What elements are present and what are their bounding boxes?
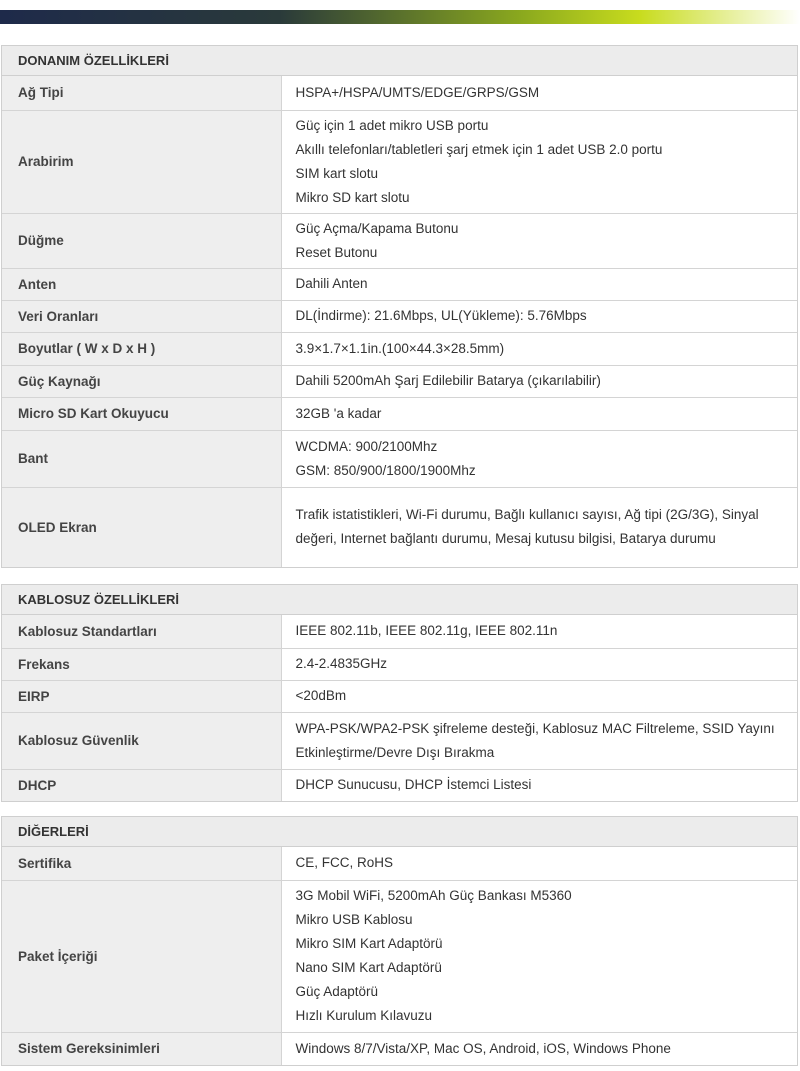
row-label: Kablosuz Standartları (2, 615, 281, 648)
table-row (2, 648, 797, 680)
row-value: 3.9×1.7×1.1in.(100×44.3×28.5mm) (281, 332, 797, 365)
row-label: Boyutlar ( W x D x H ) (2, 332, 281, 365)
table-row (2, 615, 797, 648)
row-label: Sistem Gereksinimleri (2, 1032, 281, 1065)
row-value: DHCP Sunucusu, DHCP İstemci Listesi (281, 769, 797, 801)
hardware-specs-section (1, 45, 798, 568)
wireless-specs-section (1, 584, 798, 802)
row-label: Frekans (2, 648, 281, 680)
table-row (2, 365, 797, 397)
row-value: Güç Açma/Kapama Butonu Reset Butonu (281, 213, 797, 268)
table-row (2, 110, 797, 213)
row-value: Dahili 5200mAh Şarj Edilebilir Batarya (çıkarılabilir) (281, 365, 797, 397)
table-row (2, 397, 797, 430)
top-gradient-bar (0, 10, 800, 24)
hardware-specs-table (2, 76, 797, 567)
row-value: 3G Mobil WiFi, 5200mAh Güç Bankası M5360 Mikro USB Kablosu Mikro SIM Kart Adaptörü Nano SIM Kart Adaptörü Güç Adaptörü Hızlı Kurulum Kılavuzu (281, 880, 797, 1032)
section-title: DİĞERLERİ (2, 817, 797, 847)
row-value: IEEE 802.11b, IEEE 802.11g, IEEE 802.11n (295, 623, 558, 639)
row-value: Trafik istatistikleri, Wi-Fi durumu, Bağlı kullanıcı sayısı, Ağ tipi (2G/3G), Sinyal değeri, Internet bağlantı durumu, Mesaj kutusu bilgisi, Batarya durumu (281, 487, 797, 567)
table-row (2, 487, 797, 567)
table-row (2, 847, 797, 880)
row-label: Veri Oranları (2, 300, 281, 332)
table-row (2, 1032, 797, 1065)
table-row (2, 268, 797, 300)
table-row (2, 769, 797, 801)
row-value: <20dBm (281, 680, 797, 712)
table-row (2, 880, 797, 1032)
row-label: Düğme (2, 213, 281, 268)
row-label: Bant (2, 430, 281, 487)
row-value: WCDMA: 900/2100Mhz GSM: 850/900/1800/1900Mhz (281, 430, 797, 487)
table-row (2, 76, 797, 110)
row-value: CE, FCC, RoHS (295, 855, 394, 871)
table-row (2, 430, 797, 487)
row-label: Kablosuz Güvenlik (2, 712, 281, 769)
row-label: Ağ Tipi (2, 76, 281, 110)
row-label: Sertifika (2, 847, 281, 880)
row-value: Windows 8/7/Vista/XP, Mac OS, Android, iOS, Windows Phone (281, 1032, 797, 1065)
section-title: DONANIM ÖZELLİKLERİ (2, 46, 797, 76)
row-label: Paket İçeriği (2, 880, 281, 1032)
row-value: WPA-PSK/WPA2-PSK şifreleme desteği, Kablosuz MAC Filtreleme, SSID Yayını Etkinleştirme/Devre Dışı Bırakma (281, 712, 797, 769)
row-label: Anten (2, 268, 281, 300)
table-row (2, 712, 797, 769)
row-label: Arabirim (2, 110, 281, 213)
table-row (2, 300, 797, 332)
row-value: DL(İndirme): 21.6Mbps, UL(Yükleme): 5.76Mbps (281, 300, 797, 332)
table-row (2, 680, 797, 712)
table-row (2, 332, 797, 365)
row-value: HSPA+/HSPA/UMTS/EDGE/GRPS/GSM (295, 84, 540, 100)
row-label: DHCP (2, 769, 281, 801)
row-label: EIRP (2, 680, 281, 712)
row-label: OLED Ekran (2, 487, 281, 567)
wireless-specs-table (2, 615, 797, 801)
row-value: Dahili Anten (281, 268, 797, 300)
other-specs-section (1, 816, 798, 1066)
row-label: Güç Kaynağı (2, 365, 281, 397)
row-value: 2.4-2.4835GHz (281, 648, 797, 680)
other-specs-table (2, 847, 797, 1065)
row-label: Micro SD Kart Okuyucu (2, 397, 281, 430)
row-value: Güç için 1 adet mikro USB portu Akıllı telefonları/tabletleri şarj etmek için 1 adet USB 2.0 portu SIM kart slotu Mikro SD kart slotu (281, 110, 797, 213)
section-title: KABLOSUZ ÖZELLİKLERİ (2, 585, 797, 615)
row-value: 32GB 'a kadar (281, 397, 797, 430)
table-row (2, 213, 797, 268)
